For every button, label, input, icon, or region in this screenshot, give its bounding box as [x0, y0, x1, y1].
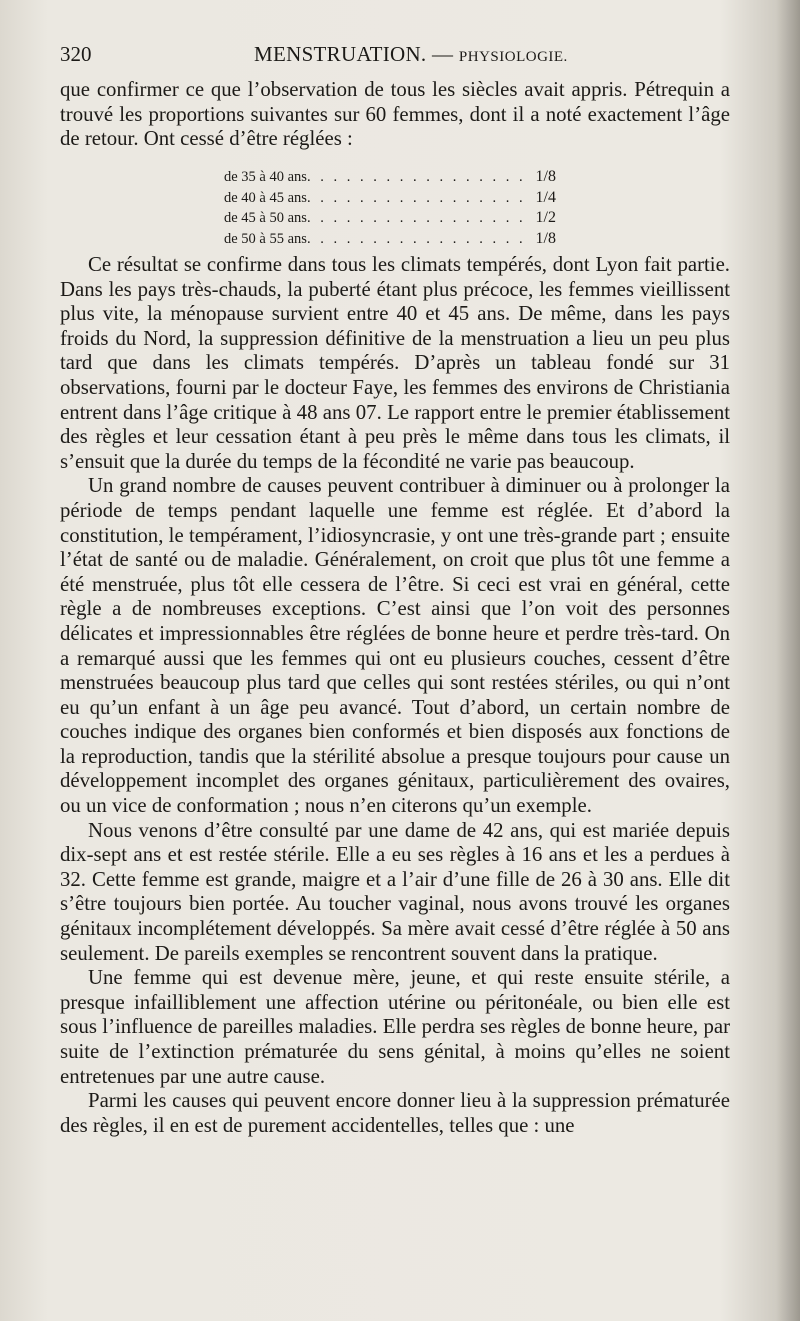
table-row: [224, 229, 556, 250]
running-title: [254, 42, 568, 67]
age-range: de 50 à 55 ans: [224, 230, 307, 247]
section-title: PHYSIOLOGIE.: [458, 49, 568, 65]
dot-leader: [307, 188, 530, 209]
age-range: de 45 à 50 ans: [224, 210, 307, 227]
paragraph: Une femme qui est devenue mère, jeune, et qui reste ensuite stérile, a presque infailliblement une affection utérine ou péritonéale, ou bien elle est sous l’influence de pareilles maladies. Elle perdra ses règles de bonne heure, par suite de l’extinction prématurée du sens génital, à moins qu’elles ne soient entretenues par une autre cause.: [60, 966, 730, 1088]
dot-leader: [307, 208, 530, 229]
table-row: [224, 208, 556, 229]
main-text: [60, 253, 730, 1138]
dot-leader: [307, 167, 530, 188]
paragraph: Ce résultat se confirme dans tous les climats tempérés, dont Lyon fait partie. Dans les pays très-chauds, la puberté étant plus précoce, les femmes vieillissent plus vite, la ménopause survient entre 40 et 45 ans. De même, dans les pays froids du Nord, la suppression définitive de la menstruation a lieu un peu plus tard que dans les climats tempérés. D’après un tableau fondé sur 31 observations, fourni par le docteur Faye, les femmes des environs de Christiania entrent dans l’âge critique à 48 ans 07. Le rapport entre le premier établissement des règles et leur cessation étant à peu près le même dans tous les climats, il s’ensuit que la durée du temps de la fécondité ne varie pas beaucoup.: [60, 253, 730, 473]
running-header: [60, 42, 730, 72]
dot-leader: [307, 229, 530, 250]
table-row: [224, 167, 556, 188]
paragraph: Un grand nombre de causes peuvent contribuer à diminuer ou à prolonger la période de temps pendant laquelle une femme est réglée. Et d’abord la constitution, le tempérament, l’idiosyncrasie, y ont une très-grande part ; ensuite l’état de santé ou de maladie. Généralement, on croit que plus tôt une femme a été menstruée, plus tôt elle cessera de l’être. Si ceci est vrai en général, cette règle a de nombreuses exceptions. C’est ainsi que l’on voit des personnes délicates et impressionnables être réglées de bonne heure et perdre très-tard. On a remarqué aussi que les femmes qui ont eu plusieurs couches, cessent d’être menstruées beaucoup plus tard que celles qui sont restées stériles, ou qui n’ont eu qu’un enfant à un âge peu avancé. Tout d’abord, un certain nombre de couches indique des organes bien conformés et bien disposés aux fonctions de la reproduction, tandis que la stérilité absolue a presque toujours pour cause un développement incomplet des organes génitaux, particulièrement des ovaires, ou un vice de conformation ; nous n’en citerons qu’un exemple.: [60, 474, 730, 818]
age-table: [224, 167, 556, 249]
fraction-value: 1/8: [535, 168, 556, 185]
fraction-value: 1/8: [535, 229, 556, 247]
intro-block: [60, 78, 730, 152]
age-range: de 35 à 40 ans: [224, 169, 307, 185]
age-range: de 40 à 45 ans: [224, 189, 307, 206]
page-number: 320: [60, 42, 92, 66]
table-row: [224, 188, 556, 209]
chapter-title: MENSTRUATION. —: [254, 42, 459, 66]
paragraph: Parmi les causes qui peuvent encore donner lieu à la suppression prématurée des règles, il en est de purement accidentelles, telles que : une: [60, 1089, 730, 1137]
paragraph: Nous venons d’être consulté par une dame de 42 ans, qui est mariée depuis dix-sept ans et est restée stérile. Elle a eu ses règles à 16 ans et les a perdues à 32. Cette femme est grande, maigre et a l’air d’une fille de 26 à 30 ans. Elle dit s’être toujours bien portée. Au toucher vaginal, nous avons trouvé les organes génitaux incomplétement développés. Sa mère avait cessé d’être réglée à 50 ans seulement. De pareils exemples se rencontrent souvent dans la pratique.: [60, 818, 730, 965]
fraction-value: 1/4: [535, 188, 556, 206]
intro-paragraph: que confirmer ce que l’observation de tous les siècles avait appris. Pétrequin a trouvé les proportions suivantes sur 60 femmes, dont il a noté exactement l’âge de retour. Ont cessé d’être réglées :: [60, 78, 730, 151]
fraction-value: 1/2: [535, 209, 556, 227]
